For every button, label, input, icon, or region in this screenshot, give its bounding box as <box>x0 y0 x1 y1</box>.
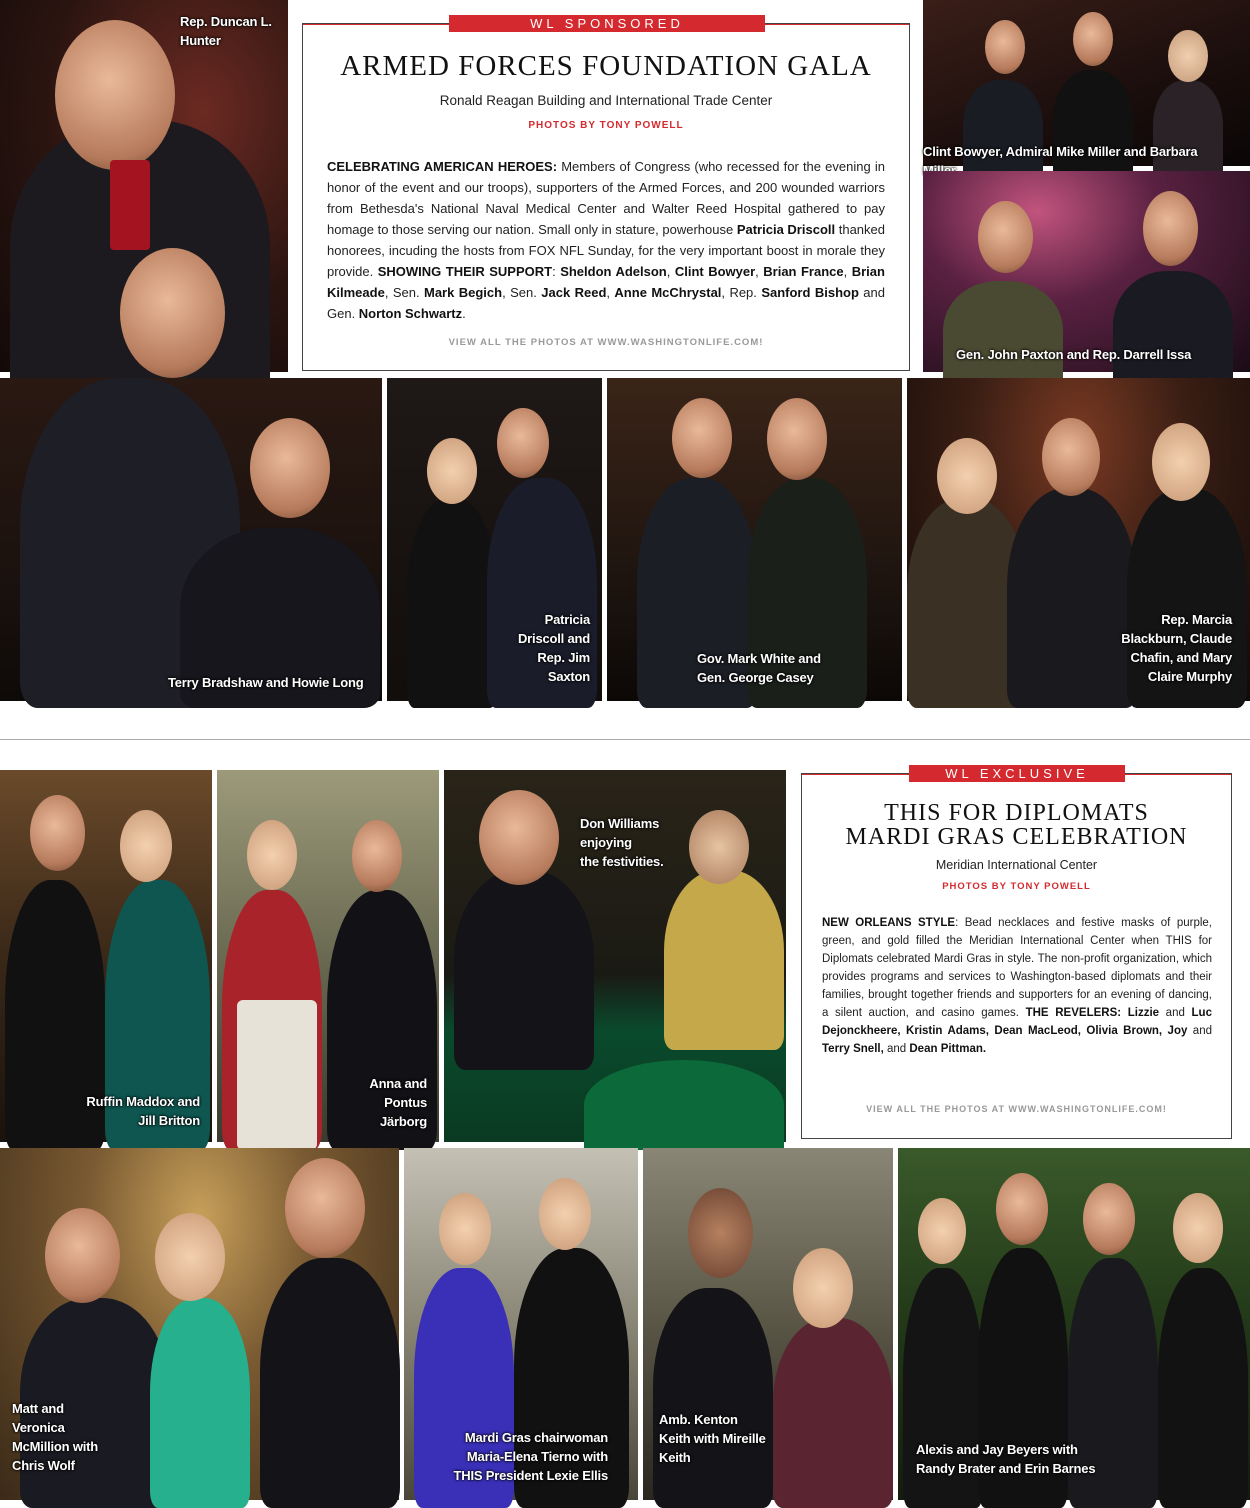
caption-duncan-hunter: Rep. Duncan L. Hunter <box>180 14 272 48</box>
body-segment: Members of Congress (who recessed for the evening in honor of the event and our troops), supporters of the Armed Forces, and 200 wounded warriors from Bethesda's National Naval Medical Center and Walter Reed Hospital gathered to pay homage to those serving our nation. Small only in stature, powerhouse <box>327 159 885 237</box>
body-segment: and <box>883 1043 910 1055</box>
caption-ruffin-maddox: Ruffin Maddox and Jill Britton <box>86 1094 200 1128</box>
caption-matt-mcmillion: Matt and Veronica McMillion with Chris Wolf <box>12 1401 99 1473</box>
caption-clint-bowyer: Clint Bowyer, Admiral Mike Miller and Barbara <box>923 144 1198 159</box>
body-segment: thanked honorees, incuding the hosts from FOX NFL Sunday, for the very important boost in morale they provide. <box>327 222 885 279</box>
gala-tag: WL SPONSORED <box>449 15 765 32</box>
section-divider <box>0 739 1250 740</box>
gala-title: ARMED FORCES FOUNDATION GALA <box>340 50 872 82</box>
gala-body-text <box>327 156 885 324</box>
body-segment: Brian Kilmeade <box>327 264 885 300</box>
body-segment: CELEBRATING AMERICAN HEROES: <box>327 159 562 174</box>
photo-maria-elena-tierno <box>404 1148 638 1500</box>
gala-venue: Ronald Reagan Building and International Trade Center <box>439 93 773 108</box>
body-segment: Anne McChrystal <box>614 285 722 300</box>
body-segment: Mark Begich <box>423 285 503 300</box>
body-segment: and <box>1187 1025 1212 1037</box>
photo-ruffin-maddox <box>0 770 212 1142</box>
caption-john-paxton: Gen. John Paxton and Rep. Darrell Issa <box>956 347 1192 362</box>
body-segment: . <box>462 306 466 321</box>
mardi-gras-body-text <box>822 914 1212 1058</box>
body-segment: , Sen. <box>384 285 424 300</box>
body-segment: : <box>552 264 561 279</box>
photo-alexis-beyers <box>898 1148 1250 1500</box>
caption-alexis-beyers: Alexis and Jay Beyers with Randy Brater and Erin Barnes <box>916 1442 1096 1476</box>
body-segment: Patricia Driscoll <box>736 222 836 237</box>
body-segment: Sheldon Adelson <box>560 264 667 279</box>
body-segment: , <box>755 264 764 279</box>
photo-clint-bowyer <box>923 0 1250 166</box>
body-segment: , <box>843 264 852 279</box>
gala-photo-credit: PHOTOS BY TONY POWELL <box>528 120 684 131</box>
photo-mark-white <box>607 378 902 701</box>
body-segment: Dean Pittman. <box>909 1043 987 1055</box>
body-segment: , <box>606 285 615 300</box>
body-segment: NEW ORLEANS STYLE <box>822 917 956 929</box>
mardi-gras-title-line1: THIS FOR DIPLOMATS <box>884 800 1149 826</box>
mardi-gras-view-all-link[interactable]: VIEW ALL THE PHOTOS AT WWW.WASHINGTONLIFE.COM! <box>866 1104 1167 1114</box>
photo-anna-jarborg <box>217 770 439 1142</box>
body-segment: Jack Reed <box>541 285 607 300</box>
caption-patricia-driscoll: Patricia Driscoll and Rep. Jim Saxton <box>517 612 590 684</box>
photo-john-paxton <box>923 171 1250 372</box>
body-segment: , Sen. <box>502 285 542 300</box>
body-segment: , Rep. <box>721 285 762 300</box>
body-segment: Terry Snell, <box>822 1043 884 1055</box>
mardi-gras-venue: Meridian International Center <box>935 858 1098 872</box>
photo-patricia-driscoll <box>387 378 602 701</box>
caption-anna-jarborg: Anna and Pontus Järborg <box>369 1076 427 1129</box>
body-segment: Clint Bowyer <box>674 264 756 279</box>
body-segment: Norton Schwartz <box>358 306 463 321</box>
mardi-gras-photo-credit: PHOTOS BY TONY POWELL <box>942 881 1091 892</box>
body-segment: and <box>1159 1007 1192 1019</box>
mardi-gras-tag: WL EXCLUSIVE <box>909 765 1125 782</box>
caption-don-williams: Don Williams enjoying the festivities. <box>580 816 664 869</box>
gala-view-all-link[interactable]: VIEW ALL THE PHOTOS AT WWW.WASHINGTONLIFE.COM! <box>448 337 764 348</box>
caption-terry-bradshaw: Terry Bradshaw and Howie Long <box>168 675 364 690</box>
body-segment: SHOWING THEIR SUPPORT <box>377 264 553 279</box>
body-segment: Sanford Bishop <box>761 285 859 300</box>
photo-matt-mcmillion <box>0 1148 399 1500</box>
caption-marcia-blackburn: Rep. Marcia Blackburn, Claude Chafin, and Mary Claire Murphy <box>1121 612 1232 684</box>
photo-kenton-keith <box>643 1148 893 1500</box>
caption-mark-white: Gov. Mark White and Gen. George Casey <box>697 651 821 685</box>
photo-don-williams <box>444 770 786 1142</box>
photo-terry-bradshaw <box>0 378 382 701</box>
caption-maria-elena-tierno: Mardi Gras chairwoman Maria-Elena Tierno with THIS President Lexie Ellis <box>453 1430 608 1483</box>
body-segment: : Bead necklaces and festive masks of purple, green, and gold filled the Meridian International Center when THIS for Diplomats celebrated Mardi Gras in style. The non-profit organization, which provides programs and services to Washington-based diplomats and their families, brought together friends and supporters for an evening of dancing, a silent auction, and casino games. <box>822 917 1212 1019</box>
body-segment: Luc Dejonckheere, Kristin Adams, Dean MacLeod, Olivia Brown, Joy <box>822 1007 1212 1037</box>
body-segment: , <box>666 264 675 279</box>
body-segment: Brian France <box>763 264 844 279</box>
body-segment: and Gen. <box>327 285 885 321</box>
gala-article-panel <box>302 16 910 371</box>
mardi-gras-title-line2: MARDI GRAS CELEBRATION <box>845 824 1188 850</box>
photo-marcia-blackburn <box>907 378 1250 701</box>
body-segment: THE REVELERS: Lizzie <box>1025 1007 1160 1019</box>
mardi-gras-article-panel <box>801 766 1232 1139</box>
caption-kenton-keith: Amb. Kenton Keith with Mireille Keith <box>659 1412 766 1465</box>
